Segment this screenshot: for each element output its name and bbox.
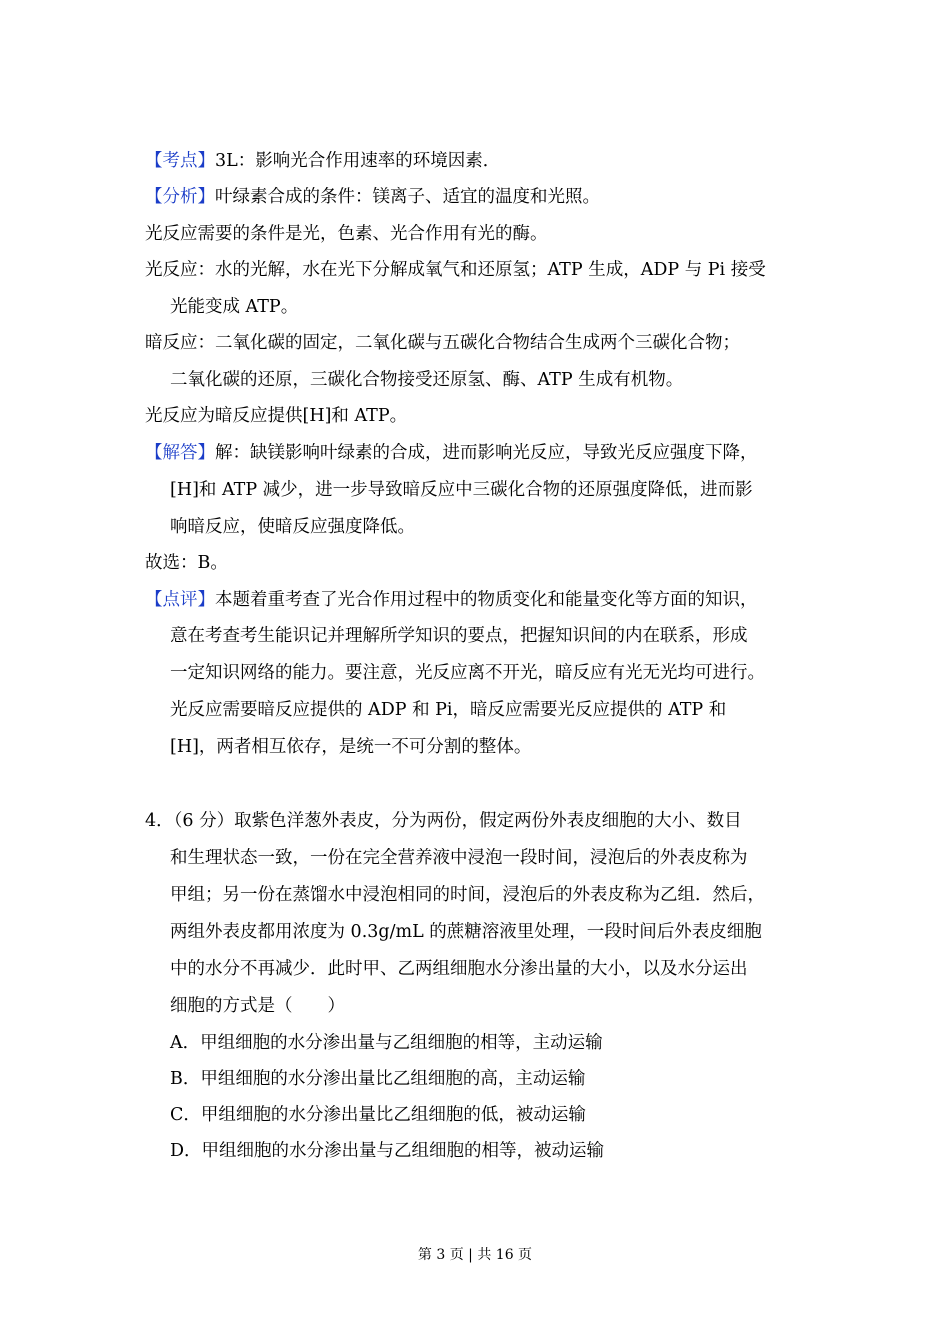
jieda-tag: 【解答】 bbox=[145, 443, 215, 463]
dianping-line: 光反应需要暗反应提供的 ADP 和 Pi，暗反应需要光反应提供的 ATP 和 bbox=[170, 700, 727, 720]
option-d: D．甲组细胞的水分渗出量与乙组细胞的相等，被动运输 bbox=[170, 1141, 605, 1161]
question-line: 两组外表皮都用浓度为 0.3g/mL 的蔗糖溶液里处理，一段时间后外表皮细胞 bbox=[170, 922, 762, 942]
analysis-line: 光反应需要的条件是光，色素、光合作用有光的酶。 bbox=[145, 224, 548, 244]
dianping-line: 一定知识网络的能力。要注意，光反应离不开光，暗反应有光无光均可进行。 bbox=[170, 663, 765, 683]
question-line: 中的水分不再减少．此时甲、乙两组细胞水分渗出量的大小，以及水分运出 bbox=[170, 959, 748, 979]
question-stem: 4．（6 分）取紫色洋葱外表皮，分为两份，假定两份外表皮细胞的大小、数目 bbox=[145, 811, 742, 831]
question-line: 和生理状态一致，一份在完全营养液中浸泡一段时间，浸泡后的外表皮称为 bbox=[170, 848, 748, 868]
kaodian-text: 3L：影响光合作用速率的环境因素． bbox=[215, 151, 501, 171]
option-a: A．甲组细胞的水分渗出量与乙组细胞的相等，主动运输 bbox=[170, 1033, 603, 1053]
jieda-line: 响暗反应，使暗反应强度降低。 bbox=[170, 517, 415, 537]
fenxi-tag: 【分析】 bbox=[145, 187, 215, 207]
page-footer: 第 3 页 | 共 16 页 bbox=[417, 1247, 533, 1263]
analysis-line: 暗反应：二氧化碳的固定，二氧化碳与五碳化合物结合生成两个三碳化合物； bbox=[145, 333, 740, 353]
dianping-text: 本题着重考查了光合作用过程中的物质变化和能量变化等方面的知识， bbox=[215, 590, 758, 610]
dianping-tag: 【点评】 bbox=[145, 590, 215, 610]
jieda-text: 解：缺镁影响叶绿素的合成，进而影响光反应，导致光反应强度下降， bbox=[215, 443, 758, 463]
analysis-line: 光反应为暗反应提供[H]和 ATP。 bbox=[145, 406, 408, 426]
fenxi-text: 叶绿素合成的条件：镁离子、适宜的温度和光照。 bbox=[215, 187, 600, 207]
option-c: C．甲组细胞的水分渗出量比乙组细胞的低，被动运输 bbox=[170, 1105, 586, 1125]
kaodian-tag: 【考点】 bbox=[145, 151, 215, 171]
jieda-line bbox=[145, 435, 758, 472]
dianping-line bbox=[145, 582, 758, 619]
analysis-line: 光反应：水的光解，水在光下分解成氧气和还原氢；ATP 生成，ADP 与 Pi 接受 bbox=[145, 260, 766, 280]
kaodian-line bbox=[145, 143, 500, 180]
answer-line: 故选：B。 bbox=[145, 553, 228, 573]
jieda-line: [H]和 ATP 减少，进一步导致暗反应中三碳化合物的还原强度降低，进而影 bbox=[170, 480, 753, 500]
option-b: B．甲组细胞的水分渗出量比乙组细胞的高，主动运输 bbox=[170, 1069, 586, 1089]
question-line: 甲组；另一份在蒸馏水中浸泡相同的时间，浸泡后的外表皮称为乙组．然后， bbox=[170, 885, 765, 905]
fenxi-line bbox=[145, 179, 600, 216]
question-line: 细胞的方式是（ ） bbox=[170, 996, 345, 1016]
analysis-line: 光能变成 ATP。 bbox=[170, 297, 299, 317]
analysis-line: 二氧化碳的还原，三碳化合物接受还原氢、酶、ATP 生成有机物。 bbox=[170, 370, 684, 390]
dianping-line: 意在考查考生能识记并理解所学知识的要点，把握知识间的内在联系，形成 bbox=[170, 626, 748, 646]
dianping-line: [H]，两者相互依存，是统一不可分割的整体。 bbox=[170, 737, 532, 757]
